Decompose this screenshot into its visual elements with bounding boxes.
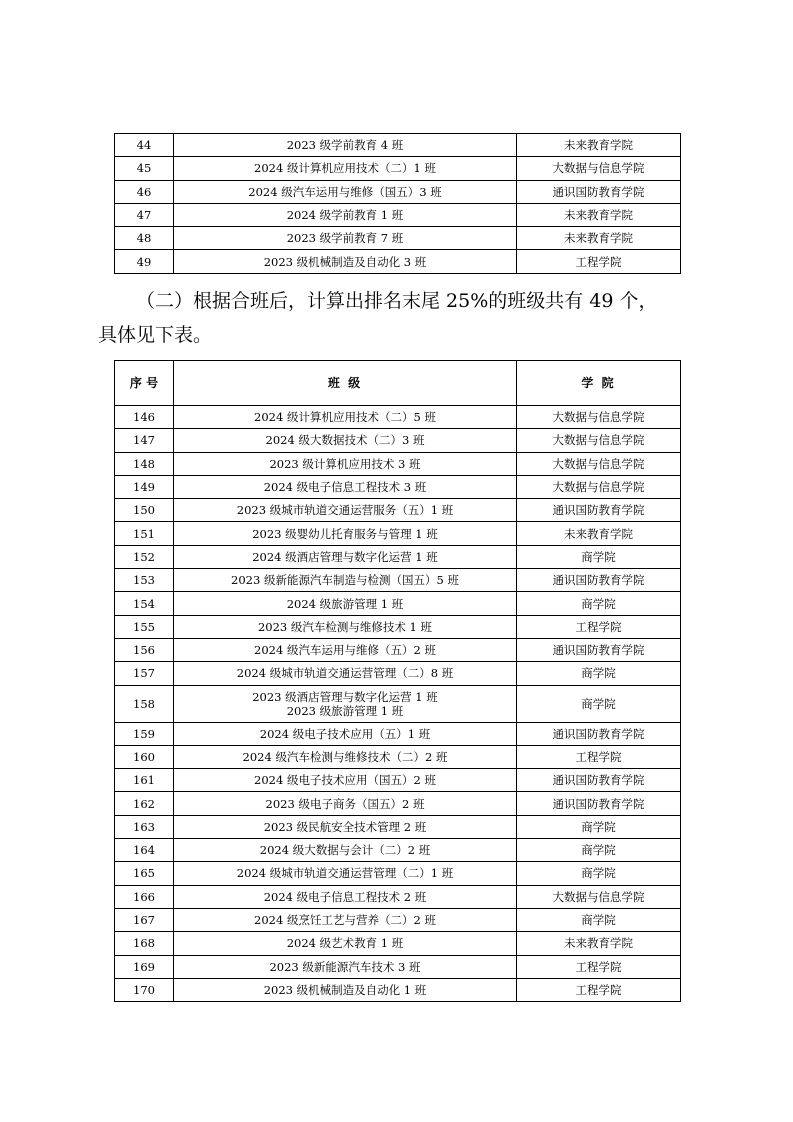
cell-class: 2024 级电子信息工程技术 2 班 xyxy=(174,885,517,908)
cell-college: 工程学院 xyxy=(517,250,681,273)
cell-college: 通识国防教育学院 xyxy=(517,638,681,661)
cell-class: 2023 级新能源汽车制造与检测（国五）5 班 xyxy=(174,569,517,592)
table-row xyxy=(115,522,681,545)
table-row xyxy=(115,978,681,1001)
cell-no: 155 xyxy=(115,615,174,638)
cell-no: 47 xyxy=(115,203,174,226)
cell-no: 146 xyxy=(115,406,174,429)
cell-college: 大数据与信息学院 xyxy=(517,475,681,498)
cell-class: 2023 级计算机应用技术 3 班 xyxy=(174,452,517,475)
cell-class: 2024 级艺术教育 1 班 xyxy=(174,932,517,955)
cell-class: 2024 级酒店管理与数字化运营 1 班 xyxy=(174,545,517,568)
cell-no: 160 xyxy=(115,745,174,768)
table-row xyxy=(115,203,681,226)
cell-no: 149 xyxy=(115,475,174,498)
cell-college: 商学院 xyxy=(517,592,681,615)
table-row xyxy=(115,955,681,978)
table-row xyxy=(115,638,681,661)
cell-no: 45 xyxy=(115,157,174,180)
cell-college: 未来教育学院 xyxy=(517,227,681,250)
cell-college: 通识国防教育学院 xyxy=(517,499,681,522)
table-row xyxy=(115,862,681,885)
paragraph-line-2: 具体见下表。 xyxy=(98,324,213,346)
table-row xyxy=(115,722,681,745)
cell-no: 46 xyxy=(115,180,174,203)
cell-college: 商学院 xyxy=(517,545,681,568)
cell-college: 工程学院 xyxy=(517,745,681,768)
cell-class-line-1: 2023 级酒店管理与数字化运营 1 班 xyxy=(252,689,438,704)
cell-college: 商学院 xyxy=(517,862,681,885)
cell-no: 165 xyxy=(115,862,174,885)
cell-no: 158 xyxy=(115,685,174,722)
table-row xyxy=(115,932,681,955)
table-row xyxy=(115,908,681,931)
cell-no: 49 xyxy=(115,250,174,273)
cell-college: 商学院 xyxy=(517,908,681,931)
cell-college: 大数据与信息学院 xyxy=(517,429,681,452)
cell-college: 通识国防教育学院 xyxy=(517,769,681,792)
cell-no: 156 xyxy=(115,638,174,661)
cell-class: 2024 级计算机应用技术（二）1 班 xyxy=(174,157,517,180)
table-row xyxy=(115,545,681,568)
cell-class: 2024 级汽车运用与维修（国五）3 班 xyxy=(174,180,517,203)
cell-class xyxy=(174,685,517,722)
cell-no: 44 xyxy=(115,134,174,157)
table-row xyxy=(115,815,681,838)
cell-no: 154 xyxy=(115,592,174,615)
table-body xyxy=(115,134,681,274)
header-college: 学 院 xyxy=(517,361,681,406)
table-header-row xyxy=(115,361,681,406)
cell-college: 工程学院 xyxy=(517,978,681,1001)
cell-class: 2024 级学前教育 1 班 xyxy=(174,203,517,226)
cell-class: 2024 级大数据技术（二）3 班 xyxy=(174,429,517,452)
header-no: 序 号 xyxy=(115,361,174,406)
cell-no: 161 xyxy=(115,769,174,792)
cell-no: 170 xyxy=(115,978,174,1001)
cell-no: 48 xyxy=(115,227,174,250)
table-body xyxy=(115,406,681,1002)
cell-no: 166 xyxy=(115,885,174,908)
cell-class: 2024 级城市轨道交通运营管理（二）1 班 xyxy=(174,862,517,885)
cell-class: 2023 级城市轨道交通运营服务（五）1 班 xyxy=(174,499,517,522)
cell-no: 162 xyxy=(115,792,174,815)
table-row xyxy=(115,227,681,250)
cell-class: 2023 级学前教育 4 班 xyxy=(174,134,517,157)
table-row xyxy=(115,452,681,475)
cell-no: 151 xyxy=(115,522,174,545)
cell-class: 2024 级电子技术应用（国五）2 班 xyxy=(174,769,517,792)
cell-college: 商学院 xyxy=(517,662,681,685)
table-row xyxy=(115,685,681,722)
cell-no: 169 xyxy=(115,955,174,978)
paragraph-line-1: （二）根据合班后，计算出排名末尾 25%的班级共有 49 个， xyxy=(136,290,658,312)
cell-college: 工程学院 xyxy=(517,955,681,978)
cell-college: 大数据与信息学院 xyxy=(517,157,681,180)
cell-class: 2024 级汽车运用与维修（五）2 班 xyxy=(174,638,517,661)
cell-no: 147 xyxy=(115,429,174,452)
table-row xyxy=(115,839,681,862)
cell-class: 2024 级汽车检测与维修技术（二）2 班 xyxy=(174,745,517,768)
cell-no: 159 xyxy=(115,722,174,745)
cell-class: 2023 级民航安全技术管理 2 班 xyxy=(174,815,517,838)
cell-class-line-2: 2023 级旅游管理 1 班 xyxy=(286,703,404,718)
cell-class: 2024 级电子信息工程技术 3 班 xyxy=(174,475,517,498)
cell-class: 2024 级大数据与会计（二）2 班 xyxy=(174,839,517,862)
table-row xyxy=(115,406,681,429)
ranking-table-continued xyxy=(114,133,681,274)
table-row xyxy=(115,180,681,203)
table-row xyxy=(115,499,681,522)
cell-no: 167 xyxy=(115,908,174,931)
table-row xyxy=(115,615,681,638)
cell-class: 2023 级汽车检测与维修技术 1 班 xyxy=(174,615,517,638)
cell-class: 2023 级学前教育 7 班 xyxy=(174,227,517,250)
cell-class: 2023 级新能源汽车技术 3 班 xyxy=(174,955,517,978)
cell-college: 商学院 xyxy=(517,815,681,838)
table-row xyxy=(115,769,681,792)
cell-no: 150 xyxy=(115,499,174,522)
cell-no: 168 xyxy=(115,932,174,955)
cell-no: 163 xyxy=(115,815,174,838)
cell-college: 大数据与信息学院 xyxy=(517,885,681,908)
cell-college: 未来教育学院 xyxy=(517,134,681,157)
table-row xyxy=(115,569,681,592)
cell-class: 2023 级婴幼儿托育服务与管理 1 班 xyxy=(174,522,517,545)
cell-no: 148 xyxy=(115,452,174,475)
cell-class: 2024 级城市轨道交通运营管理（二）8 班 xyxy=(174,662,517,685)
cell-college: 大数据与信息学院 xyxy=(517,452,681,475)
cell-class: 2023 级电子商务（国五）2 班 xyxy=(174,792,517,815)
table-row xyxy=(115,745,681,768)
cell-class: 2024 级电子技术应用（五）1 班 xyxy=(174,722,517,745)
cell-no: 153 xyxy=(115,569,174,592)
bottom-25-percent-table xyxy=(114,360,681,1002)
table-row xyxy=(115,429,681,452)
cell-class: 2024 级旅游管理 1 班 xyxy=(174,592,517,615)
table-row xyxy=(115,792,681,815)
table-row xyxy=(115,475,681,498)
cell-class: 2023 级机械制造及自动化 3 班 xyxy=(174,250,517,273)
cell-college: 商学院 xyxy=(517,839,681,862)
table-row xyxy=(115,885,681,908)
cell-college: 通识国防教育学院 xyxy=(517,722,681,745)
cell-class: 2024 级计算机应用技术（二）5 班 xyxy=(174,406,517,429)
table-row xyxy=(115,592,681,615)
cell-class: 2023 级机械制造及自动化 1 班 xyxy=(174,978,517,1001)
table-row xyxy=(115,662,681,685)
table-row xyxy=(115,157,681,180)
cell-college: 未来教育学院 xyxy=(517,932,681,955)
cell-college: 大数据与信息学院 xyxy=(517,406,681,429)
cell-college: 通识国防教育学院 xyxy=(517,180,681,203)
cell-college: 工程学院 xyxy=(517,615,681,638)
cell-no: 164 xyxy=(115,839,174,862)
table-row xyxy=(115,134,681,157)
header-class: 班 级 xyxy=(174,361,517,406)
cell-college: 未来教育学院 xyxy=(517,522,681,545)
cell-no: 152 xyxy=(115,545,174,568)
cell-no: 157 xyxy=(115,662,174,685)
cell-class: 2024 级烹饪工艺与营养（二）2 班 xyxy=(174,908,517,931)
table-row xyxy=(115,250,681,273)
cell-college: 未来教育学院 xyxy=(517,203,681,226)
cell-college: 通识国防教育学院 xyxy=(517,792,681,815)
cell-college: 商学院 xyxy=(517,685,681,722)
cell-college: 通识国防教育学院 xyxy=(517,569,681,592)
